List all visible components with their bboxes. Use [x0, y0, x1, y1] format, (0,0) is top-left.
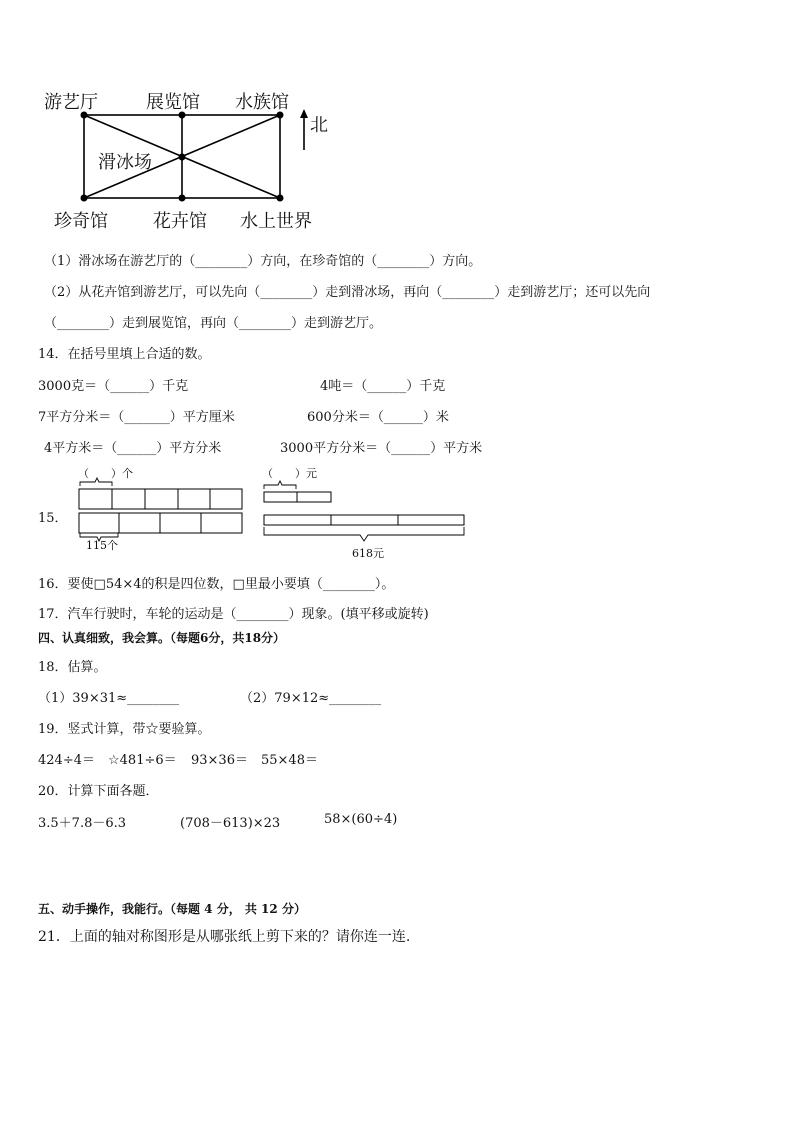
q20-item: (708－613)×23	[180, 816, 281, 831]
right-bottom-brace	[264, 527, 464, 541]
left-top-brace	[80, 478, 112, 486]
q15-right-top-label: （ ）元	[262, 467, 317, 480]
right-top-brace	[264, 481, 296, 489]
section5-heading: 五、动手操作，我能行。（每题 4 分， 共 12 分）	[38, 902, 306, 916]
q18-item-b: （2）79×12≈________	[240, 691, 382, 706]
q18-item-a: （1）39×31≈________	[38, 691, 180, 706]
q19-item: 55×48＝	[261, 753, 318, 768]
right-bottom-row	[264, 515, 464, 525]
q13-line1: （1）滑冰场在游艺厅的（________）方向，在珍奇馆的（________）方向。	[44, 254, 482, 269]
q20-title: 20．计算下面各题．	[38, 784, 159, 799]
map-diagram	[0, 0, 794, 240]
map-node	[179, 195, 186, 202]
q15-left-top-label: （ ）个	[78, 467, 133, 480]
q19-item: 424÷4＝	[38, 753, 95, 768]
q15-number: 15．	[38, 511, 68, 526]
q17-text: 17．汽车行驶时，车轮的运动是（________）现象。(填平移或旋转)	[38, 607, 429, 622]
q14-item: 3000平方分米＝（______）平方米	[280, 441, 483, 456]
q20-item: 58×(60÷4)	[324, 812, 398, 827]
q15-right-bottom-label: 618元	[352, 547, 384, 560]
q16-text: 16．要使□54×4的积是四位数，□里最小要填（________）。	[38, 577, 395, 592]
q15-left-bottom-label: 115个	[86, 539, 118, 552]
q20-item: 3.5＋7.8－6.3	[38, 816, 127, 831]
map-node	[179, 154, 186, 161]
map-node	[81, 195, 88, 202]
map-node	[277, 195, 284, 202]
q14-item: 4平方米＝（______）平方分米	[44, 441, 222, 456]
q21-text: 21．上面的轴对称图形是从哪张纸上剪下来的？请你连一连.	[38, 929, 411, 945]
map-label-shuishangshijie: 水上世界	[240, 211, 312, 232]
left-top-row	[79, 489, 242, 509]
q19-title: 19．竖式计算，带☆要验算。	[38, 722, 211, 737]
left-bottom-row	[79, 513, 242, 533]
q14-title: 14．在括号里填上合适的数。	[38, 347, 211, 362]
q18-title: 18．估算。	[38, 660, 107, 675]
map-label-huahuiguan: 花卉馆	[153, 211, 207, 232]
q13-line2: （2）从花卉馆到游艺厅，可以先向（________）走到滑冰场，再向（________）走到游艺厅；还可以先向	[44, 285, 651, 300]
north-arrowhead-icon	[300, 109, 308, 118]
section4-heading: 四、认真细致，我会算。（每题6分，共18分）	[38, 631, 286, 645]
north-label: 北	[310, 115, 328, 136]
map-label-shuizuguan: 水族馆	[235, 92, 289, 113]
q19-item: ☆481÷6＝	[108, 753, 177, 768]
q19-item: 93×36＝	[191, 753, 248, 768]
map-label-youyiting: 游艺厅	[44, 92, 98, 113]
map-label-huabingchang: 滑冰场	[98, 152, 152, 173]
q14-item: 3000克＝（______）千克	[38, 379, 189, 394]
left-bottom-brace	[80, 533, 118, 541]
q14-item: 600分米＝（______）米	[307, 410, 449, 425]
q14-item: 7平方分米＝（_______）平方厘米	[38, 410, 235, 425]
map-label-zhenqiguan: 珍奇馆	[54, 211, 108, 232]
q13-line3: （________）走到展览馆，再向（________）走到游艺厅。	[44, 316, 383, 331]
right-top-row	[264, 492, 331, 502]
q15-diagram	[0, 460, 794, 570]
map-label-zhanlanguan: 展览馆	[146, 92, 200, 113]
q14-item: 4吨＝（______）千克	[320, 379, 446, 394]
